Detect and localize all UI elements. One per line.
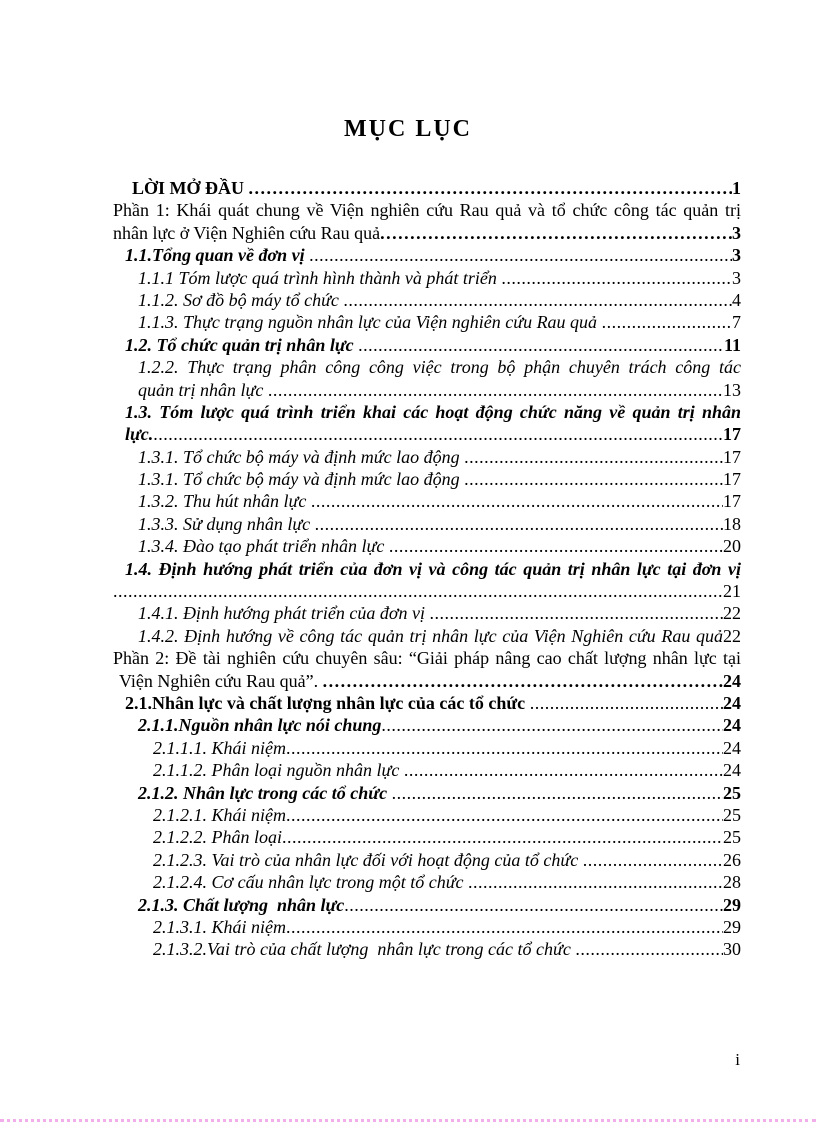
toc-page-number: 25: [723, 827, 741, 848]
toc-dot-leader: [249, 177, 733, 199]
toc-dot-leader: [430, 602, 723, 624]
toc-line: [113, 804, 741, 826]
toc-dot-leader: [602, 311, 732, 333]
toc-line: [113, 289, 741, 311]
toc-page-number: 21: [723, 581, 741, 602]
toc-entry-text: 1.3.1. Tổ chức bộ máy và định mức lao động: [138, 469, 465, 490]
toc-line: [113, 199, 741, 221]
toc-line: [113, 356, 741, 378]
toc-entry-text: Phần 2: Đề tài nghiên cứu chuyên sâu: “Giải pháp nâng cao chất lượng nhân lực tại: [113, 648, 741, 669]
toc-page-number: 7: [732, 312, 741, 333]
toc-line: [113, 625, 741, 647]
toc-line: [113, 222, 741, 244]
toc-entry-text: 2.1.1.2. Phân loại nguồn nhân lực: [153, 760, 404, 781]
toc-entry-text: 1.3.2. Thu hút nhân lực: [138, 491, 311, 512]
toc-dot-leader: [286, 737, 723, 759]
toc-line: [113, 267, 741, 289]
toc-entry-text: 1.4.1. Định hướng phát triển của đơn vị: [138, 603, 430, 624]
toc-line: [113, 401, 741, 423]
toc-line: [113, 490, 741, 512]
toc-entry-text: 1.2. Tổ chức quản trị nhân lực: [125, 334, 359, 355]
toc-dot-leader: [323, 670, 723, 692]
toc-page-number: 17: [723, 469, 741, 490]
toc-page-number: 17: [723, 424, 741, 445]
toc-entry-text: 1.3.3. Sử dụng nhân lực: [138, 513, 315, 534]
toc-line: [113, 670, 741, 692]
toc-entry-text: 2.1.1.Nguồn nhân lực nói chung: [138, 715, 382, 736]
toc-page-number: 24: [723, 715, 741, 736]
toc-dot-leader: [286, 916, 723, 938]
toc-entry-text: Phần 1: Khái quát chung về Viện nghiên cứu Rau quả và tổ chức công tác quản trị: [113, 200, 741, 221]
toc-page-number: 24: [723, 737, 741, 758]
toc-line: [113, 916, 741, 938]
toc-page-number: 3: [732, 222, 741, 243]
toc-line: [113, 244, 741, 266]
toc-page-number: 28: [723, 872, 741, 893]
bottom-dotted-divider: [0, 1119, 816, 1122]
toc-dot-leader: [464, 468, 723, 490]
toc-entry-text: 2.1.2.1. Khái niệm: [153, 804, 286, 825]
toc-entry-text: 2.1.2.2. Phân loại: [153, 827, 282, 848]
toc-dot-leader: [282, 826, 723, 848]
toc-entry-text: 2.1.2.4. Cơ cấu nhân lực trong một tổ chức: [153, 872, 469, 893]
toc-page-number: 11: [723, 334, 741, 355]
toc-entry-text: LỜI MỞ ĐẦU: [132, 178, 249, 198]
toc-line: [113, 535, 741, 557]
toc-entry-text: 1.3.4. Đào tạo phát triển nhân lực: [138, 536, 389, 557]
toc-line: [113, 311, 741, 333]
toc-page-number: 26: [723, 849, 741, 870]
toc-dot-leader: [315, 513, 723, 535]
toc-entry-text: 2.1.2.3. Vai trò của nhân lực đối với hoạt động của tổ chức: [153, 849, 583, 870]
toc-page-number: 22: [723, 603, 741, 624]
toc-dot-leader: [311, 490, 723, 512]
toc-entry-text: 1.1.1 Tóm lược quá trình hình thành và phát triển: [138, 267, 502, 288]
toc-entry-text: quản trị nhân lực: [138, 379, 268, 400]
toc-line: [113, 602, 741, 624]
toc-line: [113, 379, 741, 401]
toc-page-number: 4: [732, 289, 741, 310]
toc-line: [113, 871, 741, 893]
toc-page-number: 29: [723, 916, 741, 937]
toc-entry-text: 1.3.1. Tổ chức bộ máy và định mức lao động: [138, 446, 465, 467]
toc-dot-leader: [583, 849, 723, 871]
toc-entry-text: 2.1.1.1. Khái niệm: [153, 737, 286, 758]
page-title: MỤC LỤC: [344, 116, 472, 142]
toc-entry-text: 2.1.2. Nhân lực trong các tổ chức: [138, 782, 392, 803]
toc-page-number: 24: [723, 670, 741, 691]
toc-page-number: 17: [723, 491, 741, 512]
toc-dot-leader: [309, 244, 732, 266]
toc-line: [113, 580, 741, 602]
toc-dot-leader: [530, 692, 723, 714]
toc-line: [113, 849, 741, 871]
toc-entry-text: 2.1.3.1. Khái niệm: [153, 916, 286, 937]
toc-dot-leader: [381, 714, 723, 736]
toc-entry-text: lực.: [125, 424, 154, 445]
toc-line: [113, 714, 741, 736]
toc-dot-leader: [268, 379, 723, 401]
toc-entry-text: 1.4.2. Định hướng về công tác quản trị nhân lực của Viện Nghiên cứu Rau quả: [138, 625, 723, 646]
toc-page-number: 30: [723, 939, 741, 960]
toc-dot-leader: [380, 222, 732, 244]
toc-page-number: 25: [723, 804, 741, 825]
toc-entry-text: 1.1.2. Sơ đồ bộ máy tổ chức: [138, 289, 344, 310]
toc-line: [113, 692, 741, 714]
toc-entry-text: 2.1.3.2.Vai trò của chất lượng nhân lực trong các tổ chức: [153, 939, 576, 960]
toc-page-number: 17: [723, 446, 741, 467]
toc-line: [113, 647, 741, 669]
toc-dot-leader: [113, 580, 723, 602]
toc-dot-leader: [344, 894, 723, 916]
toc-entry-text: 1.4. Định hướng phát triển của đơn vị và công tác quản trị nhân lực tại đơn vị: [125, 558, 741, 579]
toc-line: [113, 894, 741, 916]
toc-line: [113, 423, 741, 445]
toc-page-number: 24: [723, 760, 741, 781]
toc-line: [113, 938, 741, 960]
toc-entry-text: 2.1.Nhân lực và chất lượng nhân lực của các tổ chức: [125, 692, 530, 713]
toc-page-number: 3: [732, 245, 741, 266]
toc-line: [113, 826, 741, 848]
toc-entry-text: nhân lực ở Viện Nghiên cứu Rau quả: [113, 222, 381, 243]
toc-entry-text: 1.1.3. Thực trạng nguồn nhân lực của Viện nghiên cứu Rau quả: [138, 312, 602, 333]
toc-dot-leader: [392, 782, 723, 804]
toc-dot-leader: [389, 535, 723, 557]
toc-page-number: 25: [723, 782, 741, 803]
toc-dot-leader: [468, 871, 723, 893]
toc-dot-leader: [358, 334, 724, 356]
toc-line: [113, 782, 741, 804]
toc-dot-leader: [286, 804, 723, 826]
toc-dot-leader: [464, 446, 723, 468]
toc-page-number: 1: [732, 178, 741, 198]
toc-dot-leader: [343, 289, 732, 311]
toc-page-number: 24: [723, 692, 741, 713]
toc-line: [113, 737, 741, 759]
toc-entry-text: 1.2.2. Thực trạng phân công công việc trong bộ phận chuyên trách công tác: [138, 357, 741, 378]
toc-page-number: 3: [732, 267, 741, 288]
toc-dot-leader: [153, 423, 723, 445]
toc-page-number: 13: [723, 379, 741, 400]
toc-page-number: 20: [723, 536, 741, 557]
toc-line: [113, 177, 741, 199]
toc-page-number: 18: [723, 513, 741, 534]
toc-page-number: 22: [723, 625, 741, 646]
toc-entry-text: 2.1.3. Chất lượng nhân lực: [138, 894, 345, 915]
toc-line: [113, 759, 741, 781]
toc-entry-text: 1.3. Tóm lược quá trình triển khai các hoạt động chức năng về quản trị nhân: [125, 401, 741, 422]
toc-line: [113, 468, 741, 490]
toc-dot-leader: [404, 759, 723, 781]
toc-dot-leader: [501, 267, 732, 289]
toc-line: [113, 513, 741, 535]
toc-line: [113, 558, 741, 580]
toc-entry-text: Viện Nghiên cứu Rau quả”.: [119, 670, 323, 691]
toc-entry-text: 1.1.Tổng quan về đơn vị: [125, 245, 310, 266]
footer-page-number: i: [735, 1050, 740, 1069]
toc-line: [113, 446, 741, 468]
toc-page-number: 29: [723, 894, 741, 915]
toc-dot-leader: [575, 938, 723, 960]
toc-line: [113, 334, 741, 356]
table-of-contents: [113, 177, 741, 961]
